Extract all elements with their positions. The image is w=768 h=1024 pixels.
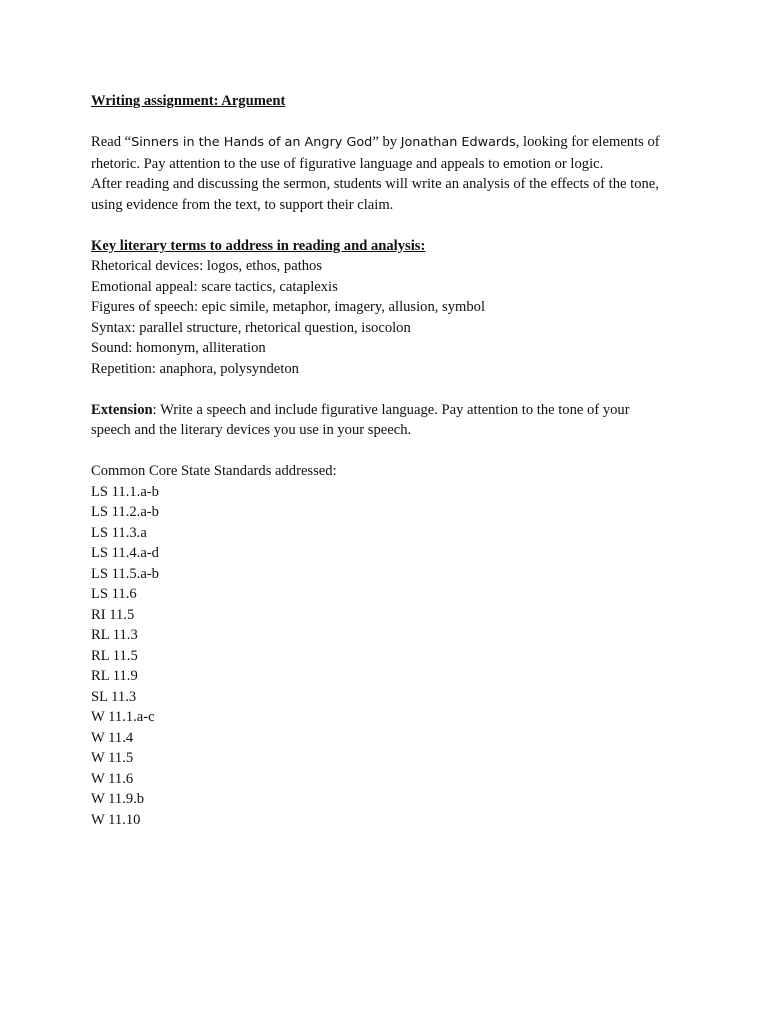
spacer	[91, 441, 731, 462]
standard-item: RL 11.9	[91, 668, 138, 684]
read-prefix: Read “	[91, 134, 132, 150]
standard-item: LS 11.2.a-b	[91, 504, 159, 520]
intro-line-1	[91, 132, 731, 154]
document-heading: Writing assignment: Argument	[91, 93, 286, 109]
term-item: Rhetorical devices: logos, ethos, pathos	[91, 258, 323, 274]
standard-item: W 11.1.a-c	[91, 709, 155, 725]
standard-item: SL 11.3	[91, 688, 137, 705]
intro-line-2: rhetoric. Pay attention to the use of figurative language and appeals to emotion or logic.	[91, 155, 604, 172]
standard-item: RL 11.3	[91, 627, 138, 643]
sermon-title: Sinners in the Hands of an Angry God	[131, 135, 373, 150]
term-item: Repetition: anaphora, polysyndeton	[91, 360, 299, 377]
standard-item: W 11.6	[91, 770, 134, 787]
standard-item: W 11.9.b	[91, 791, 145, 807]
standard-item: LS 11.5.a-b	[91, 565, 159, 582]
intro-line-1-suffix: , looking for elements of	[515, 134, 660, 150]
standard-item: RI 11.5	[91, 606, 135, 623]
spacer	[91, 379, 731, 400]
extension-label: Extension	[91, 401, 153, 418]
standard-item: W 11.4	[91, 729, 134, 746]
by-text: ” by	[372, 134, 401, 150]
extension-paragraph	[91, 400, 731, 441]
standard-item: LS 11.6	[91, 586, 137, 602]
terms-list	[91, 256, 731, 379]
document-page	[91, 91, 731, 830]
extension-line-2: speech and the literary devices you use in your speech.	[91, 422, 412, 438]
author-name: Jonathan Edwards	[400, 135, 516, 150]
extension-text: : Write a speech and include figurative language. Pay attention to the tone of your	[152, 401, 630, 418]
standard-item: LS 11.1.a-b	[91, 483, 159, 500]
standard-item: LS 11.4.a-d	[91, 545, 159, 561]
intro-line-4: using evidence from the text, to support their claim.	[91, 196, 394, 213]
standard-item: W 11.10	[91, 811, 141, 828]
standard-item: W 11.5	[91, 750, 134, 766]
standards-heading: Common Core State Standards addressed:	[91, 463, 337, 479]
term-item: Emotional appeal: scare tactics, cataplexis	[91, 278, 338, 295]
spacer	[91, 215, 731, 236]
term-item: Syntax: parallel structure, rhetorical question, isocolon	[91, 319, 411, 336]
term-item: Figures of speech: epic simile, metaphor, imagery, allusion, symbol	[91, 299, 486, 315]
intro-paragraph	[91, 132, 731, 215]
standard-item: LS 11.3.a	[91, 524, 147, 541]
standard-item: RL 11.5	[91, 647, 138, 664]
terms-heading: Key literary terms to address in reading and analysis:	[91, 237, 426, 254]
term-item: Sound: homonym, alliteration	[91, 340, 266, 356]
standards-list	[91, 482, 731, 831]
extension-line-1	[91, 400, 731, 421]
spacer	[91, 112, 731, 133]
intro-line-3: After reading and discussing the sermon, students will write an analysis of the effects of the tone,	[91, 176, 659, 192]
